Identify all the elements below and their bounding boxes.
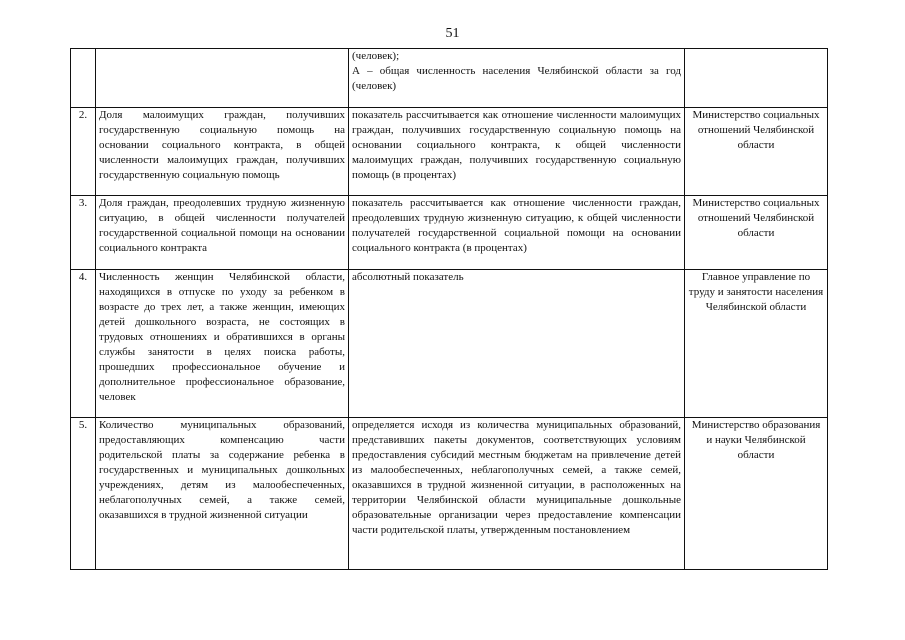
page-number: 51 <box>445 26 460 41</box>
method-line: (человек); <box>352 50 400 62</box>
responsible-authority: Министерство образования и науки Челябинской области <box>685 418 828 570</box>
method-line: А – общая численность населения Челябинской области за год (человек) <box>352 65 681 92</box>
calculation-method: абсолютный показатель <box>349 270 685 418</box>
responsible-authority: Министерство социальных отношений Челябинской области <box>685 108 828 196</box>
row-number: 4. <box>71 270 96 418</box>
row-number-cell <box>71 49 96 108</box>
responsible-authority: Министерство социальных отношений Челябинской области <box>685 196 828 270</box>
table-row <box>71 196 828 270</box>
row-number: 2. <box>71 108 96 196</box>
row-number: 3. <box>71 196 96 270</box>
indicators-table <box>70 48 828 570</box>
table-row <box>71 108 828 196</box>
responsible-authority: Главное управление по труду и занятости населения Челябинской области <box>685 270 828 418</box>
table-row <box>71 418 828 570</box>
table-row <box>71 270 828 418</box>
calculation-method: определяется исходя из количества муниципальных образований, представивших пакеты документов, соответствующих условиям предоставления субсидий местным бюджетам на привлечение детей из малообеспеченных, неблагополучных семей, а также семей, оказавшихся в трудной жизненной ситуации, в расположенных на территории Челябинской области муниципальные дошкольные образовательные организации через предоставление компенсации части родительской платы, утвержденным постановлением <box>349 418 685 570</box>
responsible-cell <box>685 49 828 108</box>
indicator-name: Доля малоимущих граждан, получивших государственную социальную помощь на основании социального контракта, в общей численности малоимущих граждан, получивших государственную социальную помощь <box>96 108 349 196</box>
indicator-name: Численность женщин Челябинской области, находящихся в отпуске по уходу за ребенком в возрасте до трех лет, а также женщин, имеющих детей дошкольного возраста, не состоящих в трудовых отношениях и обратившихся в органы службы занятости в целях поиска работы, прошедших профессиональное обучение и дополнительное профессиональное образование, человек <box>96 270 349 418</box>
calculation-method: показатель рассчитывается как отношение численности малоимущих граждан, получивших государственную социальную помощь на основании социального контракта, к общей численности малоимущих граждан, получивших государственную социальную помощь (в процентах) <box>349 108 685 196</box>
indicator-name-cell <box>96 49 349 108</box>
row-number: 5. <box>71 418 96 570</box>
indicator-name: Количество муниципальных образований, предоставляющих компенсацию части родительской платы за содержание ребенка в государственных и муниципальных дошкольных учреждениях, детям из малообеспеченных, неблагополучных семей, а также семей, оказавшихся в трудной жизненной ситуации <box>96 418 349 570</box>
table-row <box>71 49 828 108</box>
indicator-name: Доля граждан, преодолевших трудную жизненную ситуацию, в общей численности получателей государственной социальной помощи на основании социального контракта <box>96 196 349 270</box>
calculation-method: показатель рассчитывается как отношение численности граждан, преодолевших трудную жизненную ситуацию, к общей численности получателей государственной социальной помощи на основании социального контракта (в процентах) <box>349 196 685 270</box>
calculation-method-cell <box>349 49 685 108</box>
